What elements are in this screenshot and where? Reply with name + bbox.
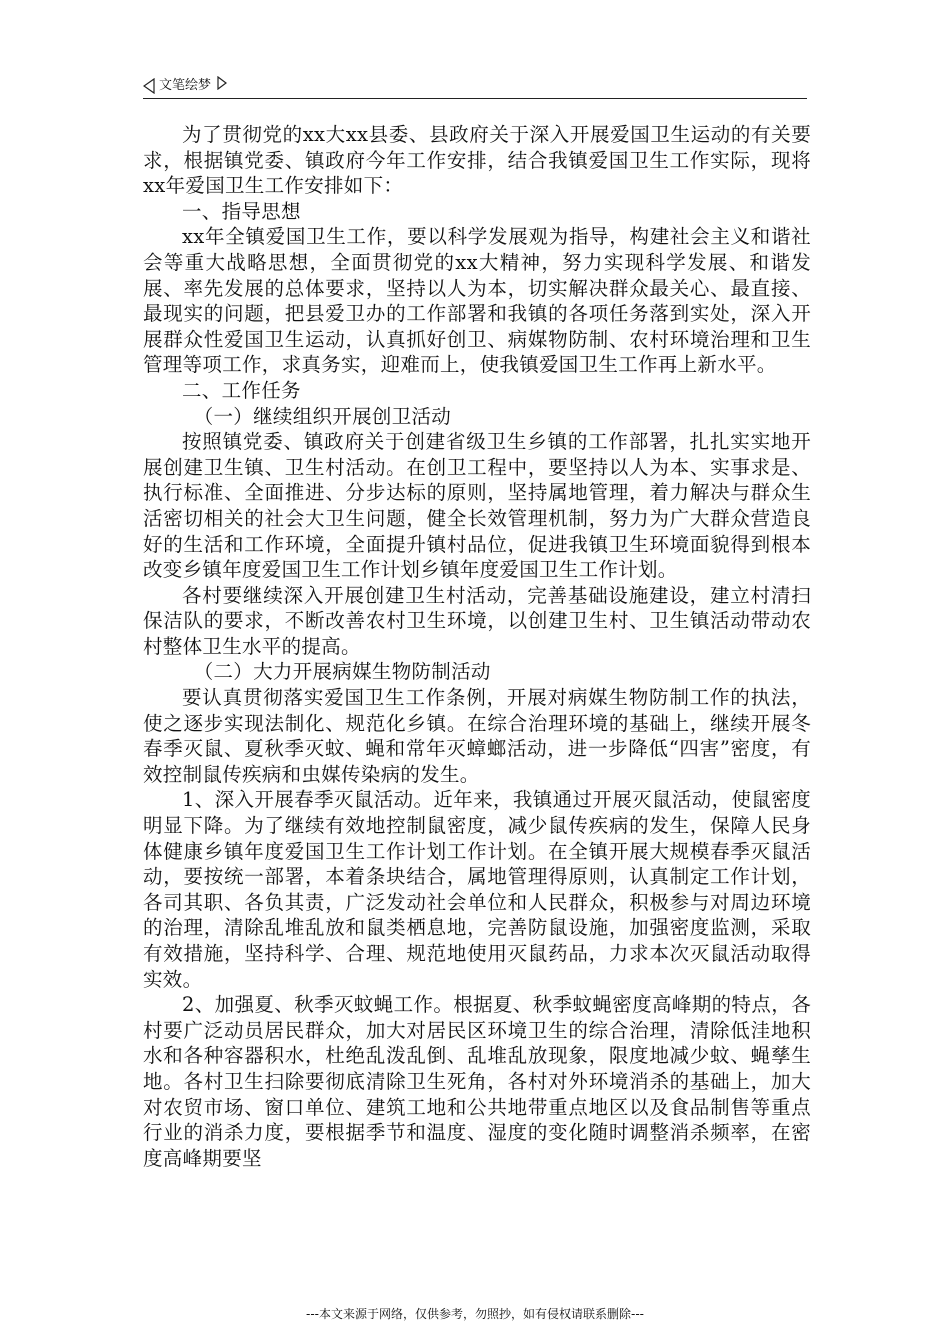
page-footer: ---本文来源于网络，仅供参考，勿照抄，如有侵权请联系删除--- — [306, 1307, 644, 1321]
section-heading-guiding-ideology: 一、指导思想 — [182, 199, 301, 223]
paragraph-subsection-1a: 按照镇党委、镇政府关于创建省级卫生乡镇的工作部署，扎扎实实地开展创建卫生镇、卫生村活动。在创卫工程中，要坚持以人为本、实事求是、执行标准、全面推进、分步达标的原则，坚持属地管理，着力解决与群众生活密切相关的社会大卫生问题，健全长效管理机制，努力为广大群众营造良好的生活和工作环境，全面提升镇村品位，促进我镇卫生环境面貌得到根本改变乡镇年度爱国卫生工作计划乡镇年度爱国卫生工作计划。 — [143, 430, 811, 582]
paragraph-subsection-2: 要认真贯彻落实爱国卫生工作条例，开展对病媒生物防制工作的执法，使之逐步实现法制化、规范化乡镇。在综合治理环境的基础上，继续开展冬春季灭鼠、夏秋季灭蚊、蝇和常年灭蟑螂活动，进一步降低“四害”密度，有效控制鼠传疾病和虫媒传染病的发生。 — [143, 686, 811, 786]
triangle-right-icon — [217, 76, 227, 90]
paragraph-item-2: 2、加强夏、秋季灭蚊蝇工作。根据夏、秋季蚊蝇密度高峰期的特点，各村要广泛动员居民群众，加大对居民区环境卫生的综合治理，清除低洼地积水和各种容器积水，杜绝乱泼乱倒、乱堆乱放现象，限度地减少蚊、蝇孳生地。各村卫生扫除要彻底清除卫生死角，各村对外环境消杀的基础上，加大对农贸市场、窗口单位、建筑工地和公共地带重点地区以及食品制售等重点行业的消杀力度，要根据季节和温度、湿度的变化随时调整消杀频率，在密度高峰期要坚 — [143, 993, 811, 1170]
document-body — [143, 122, 811, 1171]
header-title: 文笔绘梦 — [159, 78, 212, 93]
triangle-left-icon — [143, 78, 155, 94]
subsection-heading-2: （二）大力开展病媒生物防制活动 — [193, 660, 491, 684]
section-heading-tasks: 二、工作任务 — [182, 378, 301, 402]
subsection-heading-1: （一）继续组织开展创卫活动 — [193, 404, 452, 428]
page-header — [143, 74, 807, 99]
paragraph-guiding-ideology: xx年全镇爱国卫生工作，要以科学发展观为指导，构建社会主义和谐社会等重大战略思想，全面贯彻党的xx大精神，努力实现科学发展、和谐发展、率先发展的总体要求，坚持以人为本，切实解决群众最关心、最直接、最现实的问题，把县爱卫办的工作部署和我镇的各项任务落到实处，深入开展群众性爱国卫生运动，认真抓好创卫、病媒物防制、农村环境治理和卫生管理等项工作，求真务实，迎难而上，使我镇爱国卫生工作再上新水平。 — [143, 225, 811, 377]
paragraph-intro: 为了贯彻党的xx大xx县委、县政府关于深入开展爱国卫生运动的有关要求，根据镇党委、镇政府今年工作安排，结合我镇爱国卫生工作实际，现将xx年爱国卫生工作安排如下： — [143, 123, 811, 198]
paragraph-subsection-1b: 各村要继续深入开展创建卫生村活动，完善基础设施建设，建立村清扫保洁队的要求，不断改善农村卫生环境，以创建卫生村、卫生镇活动带动农村整体卫生水平的提高。 — [143, 583, 811, 658]
paragraph-item-1: 1、深入开展春季灭鼠活动。近年来，我镇通过开展灭鼠活动，使鼠密度明显下降。为了继续有效地控制鼠密度，减少鼠传疾病的发生，保障人民身体健康乡镇年度爱国卫生工作计划工作计划。在全镇开展大规模春季灭鼠活动，要按统一部署，本着条块结合，属地管理得原则，认真制定工作计划，各司其职、各负其责，广泛发动社会单位和人民群众，积极参与对周边环境的治理，清除乱堆乱放和鼠类栖息地，完善防鼠设施，加强密度监测，采取有效措施，坚持科学、合理、规范地使用灭鼠药品，力求本次灭鼠活动取得实效。 — [143, 788, 811, 991]
